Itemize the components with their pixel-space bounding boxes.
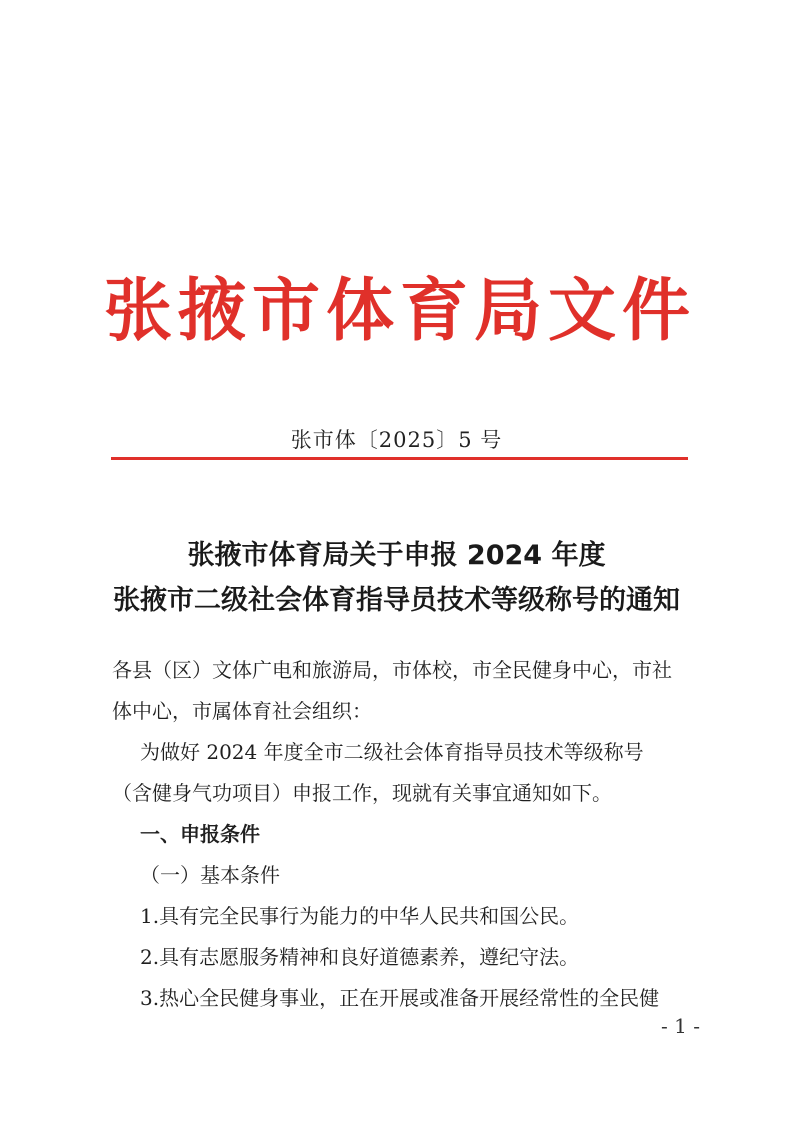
addressee-line-2: 体中心，市属体育社会组织：	[112, 699, 372, 723]
intro-line-1: 为做好 2024 年度全市二级社会体育指导员技术等级称号	[140, 740, 644, 764]
intro-line-2: （含健身气功项目）申报工作，现就有关事宜通知如下。	[112, 781, 612, 805]
page-number: - 1 -	[661, 1014, 700, 1038]
section-1-heading: 一、申报条件	[140, 822, 260, 846]
document-number: 张市体〔2025〕5 号	[290, 428, 503, 452]
list-item: 2.具有志愿服务精神和良好道德素养，遵纪守法。	[140, 945, 580, 969]
notice-title-line-2: 张掖市二级社会体育指导员技术等级称号的通知	[113, 585, 680, 616]
addressee-line-1: 各县（区）文体广电和旅游局，市体校，市全民健身中心，市社	[112, 658, 672, 682]
masthead-title: 张掖市体育局文件	[103, 272, 696, 351]
list-item: 3.热心全民健身事业，正在开展或准备开展经常性的全民健	[140, 986, 660, 1010]
notice-title-line-1: 张掖市体育局关于申报 2024 年度	[187, 540, 606, 571]
red-divider-line	[111, 457, 688, 460]
subsection-1-heading: （一）基本条件	[140, 863, 280, 887]
list-item: 1.具有完全民事行为能力的中华人民共和国公民。	[140, 904, 580, 928]
